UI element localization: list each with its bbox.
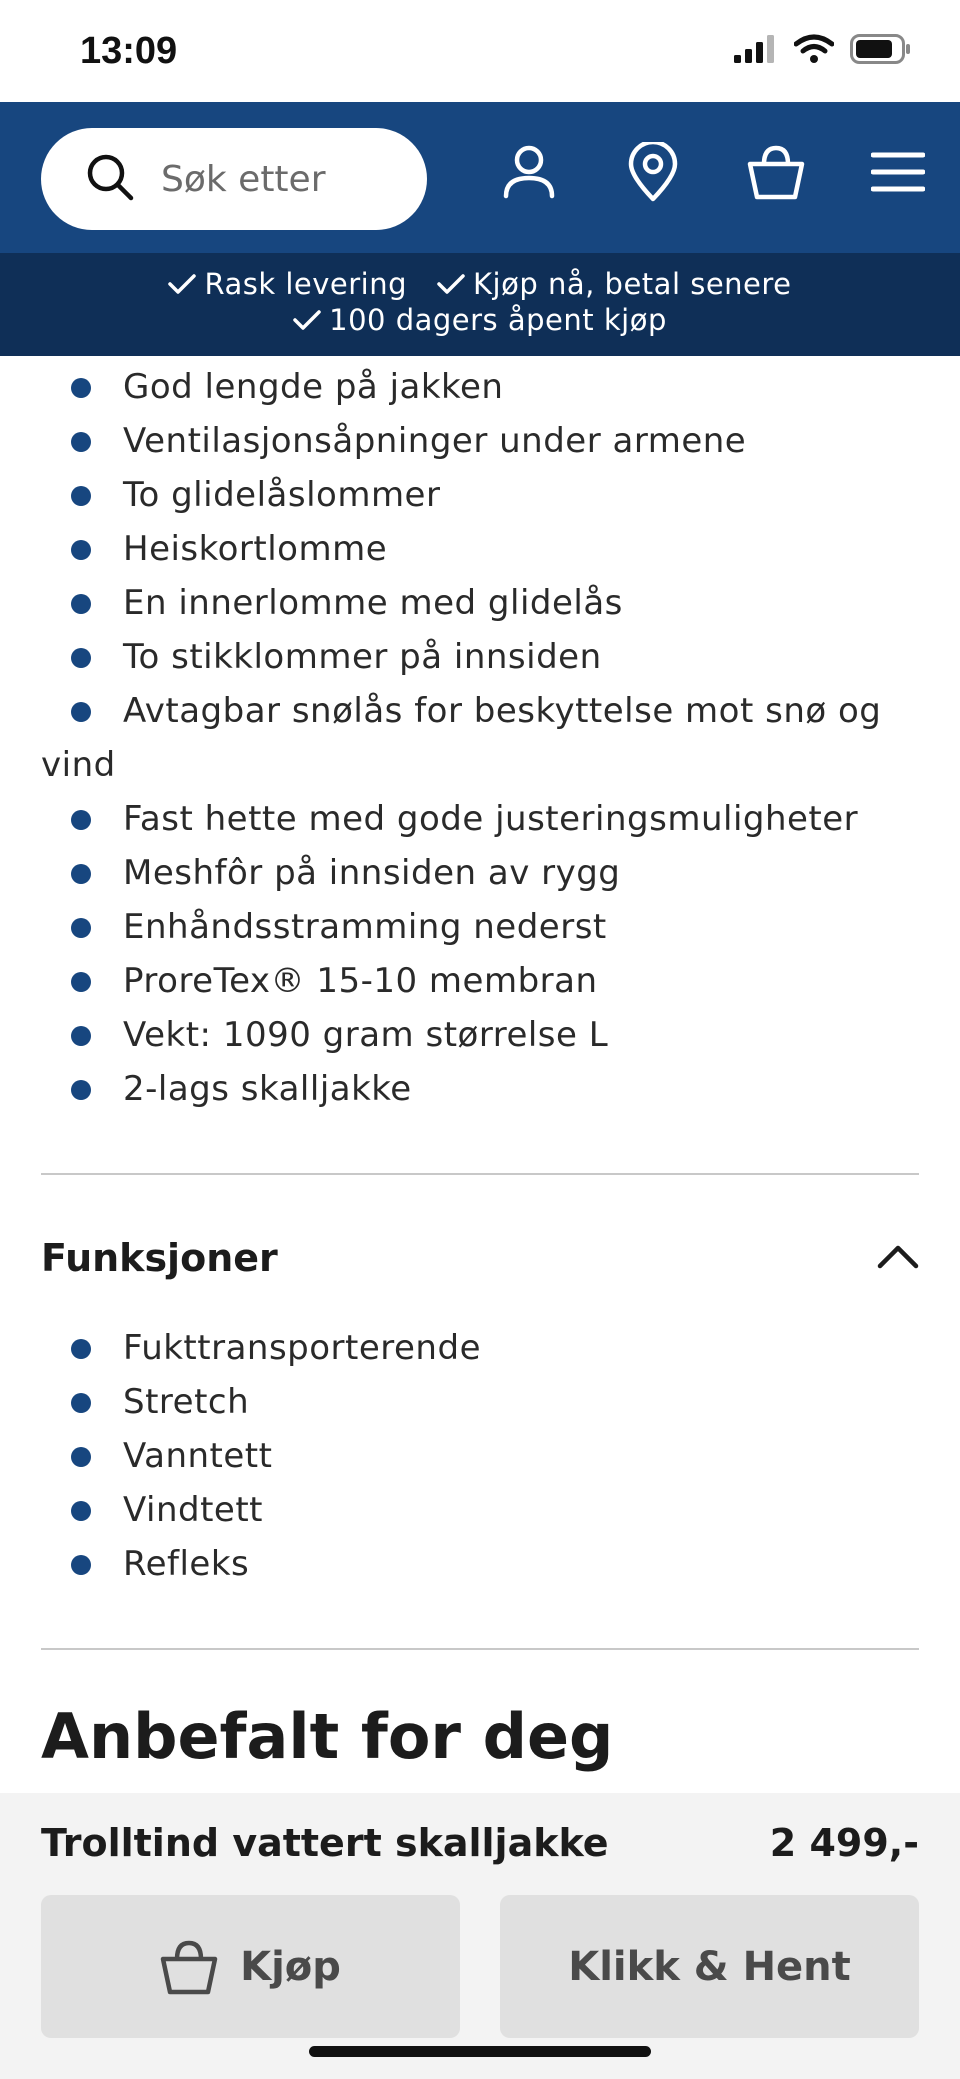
usp-buy-now-pay-later [437,267,792,301]
checkmark-icon [168,273,196,295]
usp-label: Kjøp nå, betal senere [473,267,792,301]
home-indicator [309,2046,651,2057]
usp-label: 100 dagers åpent kjøp [329,303,667,337]
list-item: 2-lags skalljakke [41,1062,919,1116]
search-bar[interactable] [41,128,427,230]
checkmark-icon [437,273,465,295]
features-list [0,356,960,1116]
usp-label: Rask levering [204,267,408,301]
divider [41,1648,919,1650]
section-title: Funksjoner [41,1236,278,1280]
list-item: Fukttransporterende [41,1321,919,1375]
list-item: Vanntett [41,1429,919,1483]
location-pin-icon[interactable] [621,140,685,204]
buy-button-label: Kjøp [240,1943,341,1990]
wifi-icon [794,34,834,68]
basket-icon[interactable] [744,140,808,204]
list-item: To glidelåslommer [41,468,919,522]
signal-icon [734,35,778,67]
basket-icon [160,1939,218,1995]
sticky-buy-bar [0,1793,960,2079]
list-item: Vekt: 1090 gram størrelse L [41,1008,919,1062]
list-item: Vindtett [41,1483,919,1537]
functions-list [0,1321,960,1591]
list-item: Ventilasjonsåpninger under armene [41,414,919,468]
user-icon[interactable] [497,140,561,204]
list-item: Fast hette med gode justeringsmuligheter [41,792,919,846]
list-item: God lengde på jakken [41,360,919,414]
product-details [0,356,960,1650]
buy-button[interactable] [41,1895,460,2038]
list-item: Stretch [41,1375,919,1429]
product-name: Trolltind vattert skalljakke [41,1821,609,1865]
search-icon [85,152,135,206]
usp-fast-delivery [168,267,407,301]
product-price: 2 499,- [769,1821,919,1865]
list-item: Refleks [41,1537,919,1591]
site-header [0,102,960,253]
menu-icon[interactable] [866,140,930,204]
search-input[interactable] [161,159,391,200]
list-item: En innerlomme med glidelås [41,576,919,630]
usp-banner [0,253,960,356]
chevron-up-icon[interactable] [877,1243,919,1273]
status-time: 13:09 [80,30,178,72]
list-item: To stikklommer på innsiden [41,630,919,684]
list-item: ProreTex® 15-10 membran [41,954,919,1008]
checkmark-icon [293,309,321,331]
list-item: Avtagbar snølås for beskyttelse mot snø og vind [41,684,919,792]
list-item: Enhåndsstramming nederst [41,900,919,954]
recommended-heading: Anbefalt for deg [41,1700,614,1773]
functions-accordion-header[interactable] [0,1175,960,1341]
status-bar [0,0,960,102]
list-item: Meshfôr på innsiden av rygg [41,846,919,900]
list-item: Heiskortlomme [41,522,919,576]
status-icons [734,34,912,68]
usp-open-purchase [293,303,667,337]
click-and-collect-label: Klikk & Hent [568,1943,851,1990]
click-and-collect-button[interactable] [500,1895,919,2038]
battery-icon [850,34,912,68]
